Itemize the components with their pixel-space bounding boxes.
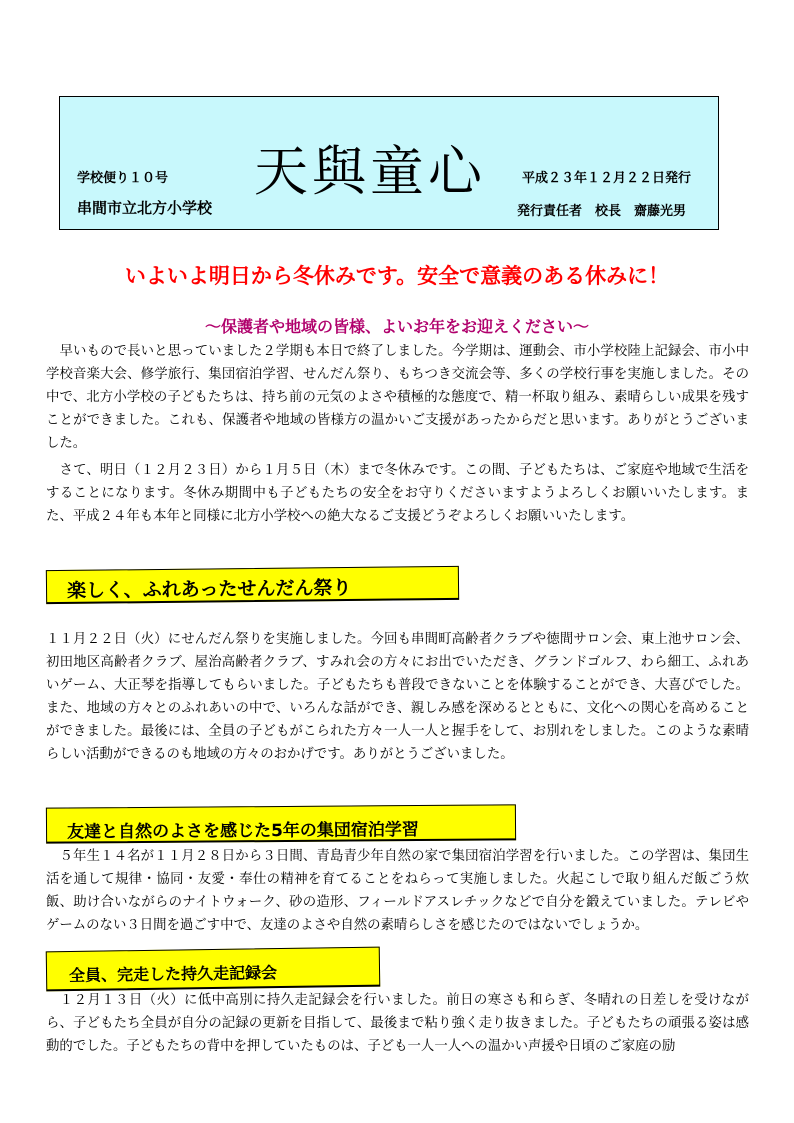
publish-date: 平成２３年１２月２２日発行: [522, 171, 692, 186]
section-banner: [46, 947, 381, 992]
issue-number: 学校便り１０号: [77, 171, 169, 186]
school-name: 串間市立北方小学校: [77, 199, 213, 217]
section-heading: 全員、完走した持久走記録会: [68, 963, 278, 986]
section-heading: 友達と自然のよさを感じた5年の集団宿泊学習: [66, 820, 419, 843]
section-body: ５年生１４名が１１月２８日から３日間、青島青少年自然の家で集団宿泊学習を行いました。この学習は、集団生活を通して規律・協同・友愛・奉仕の精神を育てることをねらって実施しました。火起こしで取り組んだ飯ごう炊飯、助け合いながらのナイトウォーク、砂の造形、フィールドアスレチックなどで自分を鍛えていました。テレビやゲームのない３日間を過ごす中で、友達のよさや自然の素晴らしさを感じたのではないでしょうか。: [46, 849, 749, 933]
main-headline: いよいよ明日から冬休みです。安全で意義のある休みに！: [124, 264, 670, 288]
intro-paragraph: 早いもので長いと思っていました２学期も本日で終了しました。今学期は、運動会、市小学校陸上記録会、市小中学校音楽大会、修学旅行、集団宿泊学習、せんだん祭り、もちつき交流会等、多くの学校行事を実施しました。その中で、北方小学校の子どもたちは、持ち前の元気のよさや積極的な態度で、精一杯取り組み、素晴らしい成果を残すことができました。これも、保護者や地域の皆様方の温かいご支援があったからだと思います。ありがとうございました。: [46, 344, 749, 451]
section-body: １１月２２日（火）にせんだん祭りを実施しました。今回も串間町高齢者クラブや徳間サロン会、東上池サロン会、初田地区高齢者クラブ、屋治高齢者クラブ、すみれ会の方々にお出でいただき、グランドゴルフ、わら細工、ふれあいゲーム、大正琴を指導してもらいました。子どもたちも普段できないことを体験することができ、大喜びでした。また、地域の方々とのふれあいの中で、いろんな話ができ、親しみ感を深めるとともに、文化への関心を高めることができました。最後には、全員の子どもがこられた方々一人一人と握手をして、お別れをしました。このような素晴らしい活動ができるのも地域の方々のおかげです。ありがとうございました。: [46, 632, 749, 762]
sub-headline: ～保護者や地域の皆様、よいお年をお迎えください～: [204, 317, 589, 336]
section-banner: [46, 804, 516, 843]
masthead: [59, 96, 719, 230]
publisher: 発行責任者 校長 齋藤光男: [517, 204, 687, 219]
section-heading: 楽しく、ふれあったせんだん祭り: [66, 576, 352, 602]
newsletter-title: 天與童心: [254, 140, 486, 203]
section-banner: [46, 566, 459, 604]
section-body: １２月１３日（火）に低中高別に持久走記録会を行いました。前日の寒さも和らぎ、冬晴れの日差しを受けながら、子どもたち全員が自分の記録の更新を目指して、最後まで粘り強く走り抜きました。子どもたちの頑張る姿は感動的でした。子どもたちの背中を押していたものは、子ども一人一人への温かい声援や日頃のご家庭の励: [46, 993, 749, 1054]
intro-paragraph: さて、明日（１２月２３日）から１月５日（木）まで冬休みです。この間、子どもたちは、ご家庭や地域で生活をすることになります。冬休み期間中も子どもたちの安全をお守りくださいますようよろしくお願いいたします。また、平成２４年も本年と同様に北方小学校への絶大なるご支援どうぞよろしくお願いいたします。: [46, 463, 749, 524]
